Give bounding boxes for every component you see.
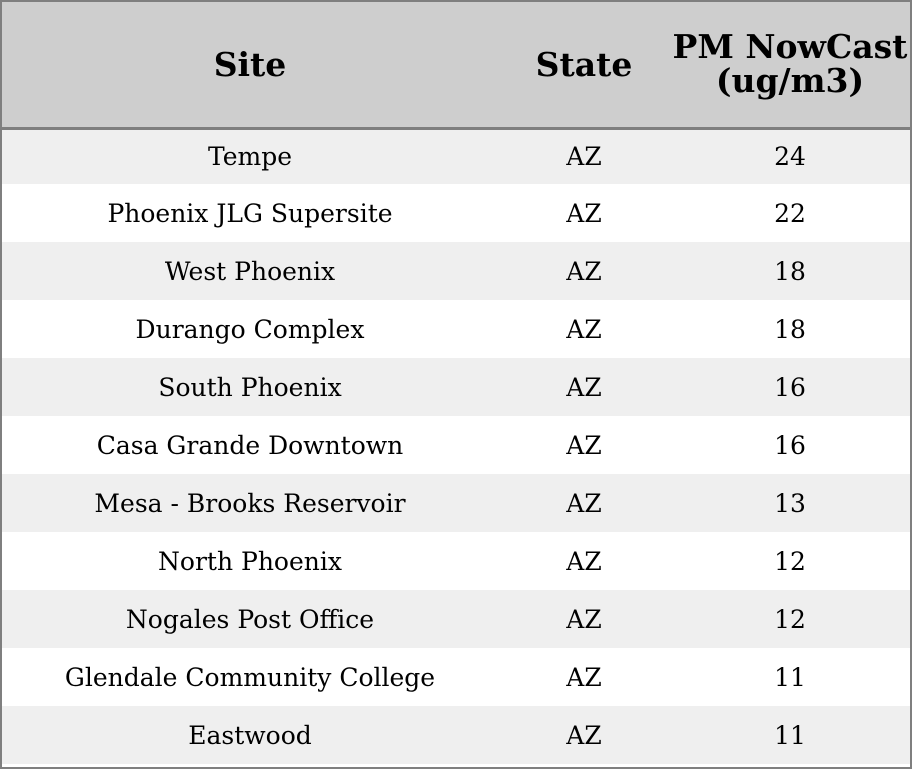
- cell-site: Mesa - Brooks Reservoir: [94, 488, 406, 518]
- table-row: [2, 184, 910, 242]
- cell-pm-nowcast: 16: [774, 430, 806, 460]
- cell-state: AZ: [566, 720, 602, 750]
- cell-state: AZ: [566, 604, 602, 634]
- table-row: [2, 416, 910, 474]
- cell-site: Glendale Community College: [64, 662, 436, 692]
- data-table: [2, 2, 910, 764]
- cell-state: AZ: [566, 662, 602, 692]
- cell-site: Eastwood: [188, 720, 312, 750]
- cell-site: Phoenix JLG Supersite: [107, 198, 393, 228]
- cell-pm-nowcast: 24: [774, 142, 806, 172]
- cell-pm-nowcast: 18: [774, 256, 806, 286]
- table-row: [2, 648, 910, 706]
- column-header-pm-nowcast: PM NowCast (ug/m3): [670, 2, 910, 128]
- table-row: [2, 590, 910, 648]
- cell-state: AZ: [566, 488, 602, 518]
- column-header-state: State: [498, 2, 670, 128]
- cell-state: AZ: [566, 142, 602, 172]
- cell-pm-nowcast: 11: [774, 720, 806, 750]
- cell-pm-nowcast: 22: [774, 198, 806, 228]
- cell-pm-nowcast: 12: [774, 604, 806, 634]
- table-row: [2, 474, 910, 532]
- cell-site: Tempe: [207, 142, 293, 172]
- cell-state: AZ: [566, 256, 602, 286]
- cell-site: Durango Complex: [135, 314, 365, 344]
- cell-pm-nowcast: 12: [774, 546, 806, 576]
- cell-site: West Phoenix: [164, 256, 336, 286]
- cell-state: AZ: [566, 546, 602, 576]
- cell-site: South Phoenix: [158, 372, 342, 402]
- table-row: [2, 242, 910, 300]
- cell-state: AZ: [566, 372, 602, 402]
- table-row: [2, 706, 910, 764]
- cell-site: North Phoenix: [158, 546, 342, 576]
- cell-site: Nogales Post Office: [125, 604, 375, 634]
- table-row: [2, 358, 910, 416]
- cell-pm-nowcast: 11: [774, 662, 806, 692]
- cell-site: Casa Grande Downtown: [96, 430, 404, 460]
- cell-state: AZ: [566, 198, 602, 228]
- cell-state: AZ: [566, 430, 602, 460]
- cell-pm-nowcast: 18: [774, 314, 806, 344]
- table-header: [2, 2, 910, 128]
- cell-pm-nowcast: 13: [774, 488, 806, 518]
- table-row: [2, 128, 910, 184]
- cell-pm-nowcast: 16: [774, 372, 806, 402]
- table-body: [2, 128, 910, 764]
- column-header-site: Site: [2, 2, 498, 128]
- header-row: [2, 2, 910, 128]
- table-row: [2, 532, 910, 590]
- cell-state: AZ: [566, 314, 602, 344]
- table-row: [2, 300, 910, 358]
